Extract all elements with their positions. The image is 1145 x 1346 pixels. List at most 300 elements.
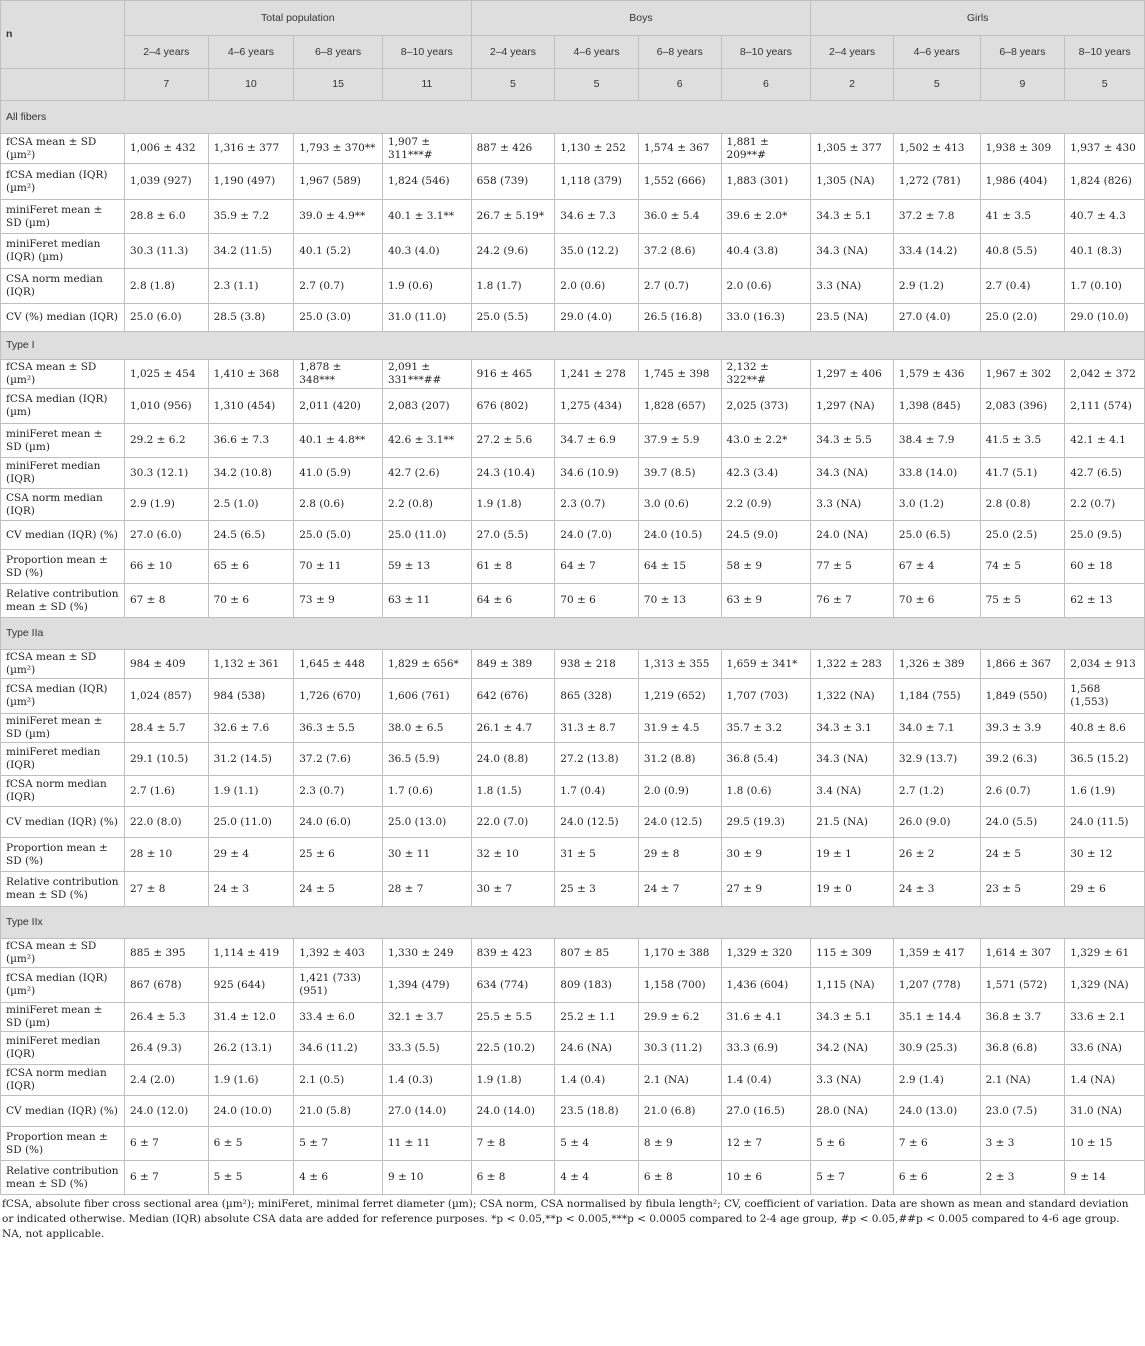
table-cell: 1,359 ± 417 — [893, 939, 980, 968]
table-cell: 25 ± 3 — [555, 872, 639, 907]
table-cell: 4 ± 6 — [294, 1161, 383, 1195]
section-header-row — [1, 907, 1145, 939]
table-cell: 73 ± 9 — [294, 584, 383, 618]
table-cell: 807 ± 85 — [555, 939, 639, 968]
table-cell: 35.9 ± 7.2 — [208, 200, 294, 234]
count-cell: 11 — [382, 69, 471, 101]
table-cell: 19 ± 1 — [811, 838, 894, 872]
table-cell: 22.0 (8.0) — [124, 807, 208, 838]
table-cell: 1,552 (666) — [638, 164, 721, 200]
age-header: 8–10 years — [1065, 36, 1145, 69]
table-cell: 34.3 ± 3.1 — [811, 714, 894, 743]
table-cell: 2.7 (1.6) — [124, 776, 208, 807]
table-cell: 30.3 (11.3) — [124, 234, 208, 269]
table-cell: 31 ± 5 — [555, 838, 639, 872]
table-cell: 916 ± 465 — [471, 360, 555, 389]
table-cell: 25.0 (6.0) — [124, 304, 208, 332]
table-cell: 31.9 ± 4.5 — [638, 714, 721, 743]
row-label: CV median (IQR) (%) — [1, 521, 125, 550]
table-cell: 25.0 (3.0) — [294, 304, 383, 332]
table-cell: 2.0 (0.6) — [721, 269, 811, 304]
table-cell: 27.0 (4.0) — [893, 304, 980, 332]
table-cell: 29.5 (19.3) — [721, 807, 811, 838]
table-cell: 1,241 ± 278 — [555, 360, 639, 389]
table-cell: 39.0 ± 4.9** — [294, 200, 383, 234]
table-cell: 5 ± 7 — [811, 1161, 894, 1195]
table-cell: 27.0 (14.0) — [382, 1096, 471, 1127]
row-label: fCSA median (IQR) (µm²) — [1, 164, 125, 200]
table-row — [1, 200, 1145, 234]
table-cell: 1,190 (497) — [208, 164, 294, 200]
age-header: 6–8 years — [638, 36, 721, 69]
table-cell: 115 ± 309 — [811, 939, 894, 968]
table-row — [1, 424, 1145, 458]
row-label: fCSA norm median (IQR) — [1, 776, 125, 807]
table-cell: 1.4 (0.4) — [555, 1065, 639, 1096]
table-cell: 23.5 (18.8) — [555, 1096, 639, 1127]
table-cell: 1.9 (1.6) — [208, 1065, 294, 1096]
section-header-row — [1, 618, 1145, 650]
table-cell: 27 ± 9 — [721, 872, 811, 907]
age-header: 4–6 years — [208, 36, 294, 69]
table-cell: 1,614 ± 307 — [980, 939, 1065, 968]
table-cell: 24.0 (12.5) — [555, 807, 639, 838]
age-header: 2–4 years — [124, 36, 208, 69]
table-cell: 887 ± 426 — [471, 134, 555, 164]
table-cell: 1.9 (0.6) — [382, 269, 471, 304]
table-cell: 26.7 ± 5.19* — [471, 200, 555, 234]
table-cell: 1,275 (434) — [555, 389, 639, 424]
table-cell: 1,039 (927) — [124, 164, 208, 200]
table-cell: 1,579 ± 436 — [893, 360, 980, 389]
table-cell: 36.8 (6.8) — [980, 1032, 1065, 1065]
table-cell: 7 ± 6 — [893, 1127, 980, 1161]
age-header: 2–4 years — [811, 36, 894, 69]
table-cell: 2.3 (0.7) — [294, 776, 383, 807]
table-cell: 21.5 (NA) — [811, 807, 894, 838]
table-cell: 36.0 ± 5.4 — [638, 200, 721, 234]
table-cell: 31.6 ± 4.1 — [721, 1003, 811, 1032]
table-cell: 1,410 ± 368 — [208, 360, 294, 389]
table-cell: 1,326 ± 389 — [893, 650, 980, 679]
table-cell: 34.3 (NA) — [811, 458, 894, 489]
table-cell: 2.6 (0.7) — [980, 776, 1065, 807]
table-cell: 2.0 (0.9) — [638, 776, 721, 807]
table-cell: 1,305 ± 377 — [811, 134, 894, 164]
table-cell: 6 ± 5 — [208, 1127, 294, 1161]
row-label: miniFeret median (IQR) — [1, 1032, 125, 1065]
table-cell: 24.3 (10.4) — [471, 458, 555, 489]
table-cell: 24.0 (12.0) — [124, 1096, 208, 1127]
count-cell: 15 — [294, 69, 383, 101]
table-cell: 42.3 (3.4) — [721, 458, 811, 489]
count-cell: 6 — [721, 69, 811, 101]
table-cell: 25 ± 6 — [294, 838, 383, 872]
table-cell: 1,329 ± 61 — [1065, 939, 1145, 968]
table-row — [1, 838, 1145, 872]
table-cell: 2.7 (0.4) — [980, 269, 1065, 304]
table-cell: 2.7 (1.2) — [893, 776, 980, 807]
row-label: Proportion mean ± SD (%) — [1, 838, 125, 872]
count-cell: 5 — [471, 69, 555, 101]
table-cell: 39.3 ± 3.9 — [980, 714, 1065, 743]
table-cell: 36.6 ± 7.3 — [208, 424, 294, 458]
table-cell: 1,115 (NA) — [811, 968, 894, 1003]
table-cell: 1,130 ± 252 — [555, 134, 639, 164]
table-cell: 1,659 ± 341* — [721, 650, 811, 679]
table-row — [1, 743, 1145, 776]
table-cell: 3.4 (NA) — [811, 776, 894, 807]
table-cell: 60 ± 18 — [1065, 550, 1145, 584]
header-ages-row — [1, 36, 1145, 69]
table-row — [1, 714, 1145, 743]
section-title: Type I — [1, 332, 1145, 360]
table-cell: 1,297 (NA) — [811, 389, 894, 424]
table-cell: 1.4 (NA) — [1065, 1065, 1145, 1096]
row-label: miniFeret median (IQR) — [1, 743, 125, 776]
count-label-cell — [1, 69, 125, 101]
table-cell: 28.5 (3.8) — [208, 304, 294, 332]
table-cell: 1,793 ± 370** — [294, 134, 383, 164]
table-cell: 1.7 (0.6) — [382, 776, 471, 807]
table-cell: 36.5 (5.9) — [382, 743, 471, 776]
table-cell: 26.4 ± 5.3 — [124, 1003, 208, 1032]
table-row — [1, 1127, 1145, 1161]
table-cell: 925 (644) — [208, 968, 294, 1003]
table-cell: 27 ± 8 — [124, 872, 208, 907]
table-cell: 40.7 ± 4.3 — [1065, 200, 1145, 234]
table-cell: 2 ± 3 — [980, 1161, 1065, 1195]
table-cell: 1,883 (301) — [721, 164, 811, 200]
table-cell: 42.7 (2.6) — [382, 458, 471, 489]
table-cell: 1.8 (0.6) — [721, 776, 811, 807]
table-cell: 34.3 (NA) — [811, 743, 894, 776]
table-cell: 22.0 (7.0) — [471, 807, 555, 838]
table-cell: 2.1 (NA) — [980, 1065, 1065, 1096]
table-cell: 34.2 (10.8) — [208, 458, 294, 489]
section-header-row — [1, 332, 1145, 360]
table-cell: 70 ± 6 — [208, 584, 294, 618]
table-row — [1, 360, 1145, 389]
table-row — [1, 389, 1145, 424]
table-cell: 32.1 ± 3.7 — [382, 1003, 471, 1032]
table-cell: 2,083 (396) — [980, 389, 1065, 424]
table-cell: 24.0 (5.5) — [980, 807, 1065, 838]
table-cell: 5 ± 7 — [294, 1127, 383, 1161]
table-cell: 26.2 (13.1) — [208, 1032, 294, 1065]
table-cell: 1,329 (NA) — [1065, 968, 1145, 1003]
table-cell: 1.8 (1.5) — [471, 776, 555, 807]
row-label: fCSA norm median (IQR) — [1, 1065, 125, 1096]
table-cell: 40.1 ± 4.8** — [294, 424, 383, 458]
table-cell: 41.7 (5.1) — [980, 458, 1065, 489]
table-cell: 40.8 (5.5) — [980, 234, 1065, 269]
table-cell: 31.2 (8.8) — [638, 743, 721, 776]
table-cell: 24.0 (11.5) — [1065, 807, 1145, 838]
group-boys: Boys — [471, 1, 811, 36]
table-cell: 839 ± 423 — [471, 939, 555, 968]
table-cell: 24.0 (NA) — [811, 521, 894, 550]
table-cell: 65 ± 6 — [208, 550, 294, 584]
row-label: fCSA median (IQR) (µm²) — [1, 679, 125, 714]
table-cell: 2.2 (0.7) — [1065, 489, 1145, 521]
table-cell: 1.4 (0.3) — [382, 1065, 471, 1096]
table-cell: 25.0 (9.5) — [1065, 521, 1145, 550]
table-cell: 25.0 (6.5) — [893, 521, 980, 550]
age-header: 6–8 years — [980, 36, 1065, 69]
table-cell: 25.5 ± 5.5 — [471, 1003, 555, 1032]
table-cell: 12 ± 7 — [721, 1127, 811, 1161]
table-cell: 1,824 (826) — [1065, 164, 1145, 200]
table-cell: 64 ± 15 — [638, 550, 721, 584]
table-cell: 32 ± 10 — [471, 838, 555, 872]
table-cell: 984 (538) — [208, 679, 294, 714]
row-label: fCSA median (IQR) (µm²) — [1, 968, 125, 1003]
table-cell: 70 ± 6 — [555, 584, 639, 618]
table-cell: 36.5 (15.2) — [1065, 743, 1145, 776]
table-cell: 2,025 (373) — [721, 389, 811, 424]
table-cell: 2.8 (1.8) — [124, 269, 208, 304]
row-label: miniFeret median (IQR) — [1, 458, 125, 489]
table-row — [1, 807, 1145, 838]
table-cell: 1,571 (572) — [980, 968, 1065, 1003]
table-cell: 26.4 (9.3) — [124, 1032, 208, 1065]
table-cell: 21.0 (5.8) — [294, 1096, 383, 1127]
table-cell: 10 ± 15 — [1065, 1127, 1145, 1161]
table-cell: 23 ± 5 — [980, 872, 1065, 907]
table-cell: 19 ± 0 — [811, 872, 894, 907]
table-cell: 33.3 (5.5) — [382, 1032, 471, 1065]
table-cell: 30 ± 11 — [382, 838, 471, 872]
table-cell: 809 (183) — [555, 968, 639, 1003]
table-cell: 30.9 (25.3) — [893, 1032, 980, 1065]
table-cell: 34.0 ± 7.1 — [893, 714, 980, 743]
table-cell: 29.0 (4.0) — [555, 304, 639, 332]
table-cell: 70 ± 13 — [638, 584, 721, 618]
age-header: 4–6 years — [893, 36, 980, 69]
table-cell: 34.3 ± 5.1 — [811, 200, 894, 234]
table-cell: 24 ± 3 — [208, 872, 294, 907]
table-cell: 3.3 (NA) — [811, 269, 894, 304]
table-cell: 21.0 (6.8) — [638, 1096, 721, 1127]
table-cell: 1,574 ± 367 — [638, 134, 721, 164]
table-cell: 42.6 ± 3.1** — [382, 424, 471, 458]
table-cell: 2,111 (574) — [1065, 389, 1145, 424]
table-cell: 1,329 ± 320 — [721, 939, 811, 968]
table-cell: 27.0 (16.5) — [721, 1096, 811, 1127]
table-cell: 66 ± 10 — [124, 550, 208, 584]
table-cell: 9 ± 14 — [1065, 1161, 1145, 1195]
table-cell: 59 ± 13 — [382, 550, 471, 584]
table-cell: 2,034 ± 913 — [1065, 650, 1145, 679]
table-cell: 2.2 (0.9) — [721, 489, 811, 521]
table-cell: 1,606 (761) — [382, 679, 471, 714]
table-cell: 41.5 ± 3.5 — [980, 424, 1065, 458]
table-cell: 62 ± 13 — [1065, 584, 1145, 618]
row-label: Relative contribution mean ± SD (%) — [1, 872, 125, 907]
table-cell: 39.2 (6.3) — [980, 743, 1065, 776]
table-cell: 40.3 (4.0) — [382, 234, 471, 269]
table-cell: 1,297 ± 406 — [811, 360, 894, 389]
table-cell: 28 ± 7 — [382, 872, 471, 907]
count-cell: 7 — [124, 69, 208, 101]
count-cell: 5 — [1065, 69, 1145, 101]
table-cell: 865 (328) — [555, 679, 639, 714]
table-cell: 24.5 (6.5) — [208, 521, 294, 550]
table-cell: 3.3 (NA) — [811, 489, 894, 521]
table-cell: 37.2 (7.6) — [294, 743, 383, 776]
table-row — [1, 164, 1145, 200]
table-cell: 2.3 (0.7) — [555, 489, 639, 521]
table-cell: 24 ± 5 — [980, 838, 1065, 872]
table-cell: 11 ± 11 — [382, 1127, 471, 1161]
table-row — [1, 872, 1145, 907]
table-cell: 2,091 ± 331***## — [382, 360, 471, 389]
row-label: fCSA mean ± SD (µm²) — [1, 360, 125, 389]
table-cell: 25.0 (2.5) — [980, 521, 1065, 550]
row-label: miniFeret mean ± SD (µm) — [1, 424, 125, 458]
row-label: miniFeret mean ± SD (µm) — [1, 1003, 125, 1032]
table-cell: 1,006 ± 432 — [124, 134, 208, 164]
table-cell: 34.6 ± 7.3 — [555, 200, 639, 234]
table-cell: 29 ± 4 — [208, 838, 294, 872]
row-label: CSA norm median (IQR) — [1, 269, 125, 304]
age-header: 2–4 years — [471, 36, 555, 69]
table-cell: 64 ± 6 — [471, 584, 555, 618]
table-cell: 34.3 ± 5.1 — [811, 1003, 894, 1032]
table-cell: 29.1 (10.5) — [124, 743, 208, 776]
table-cell: 28.0 (NA) — [811, 1096, 894, 1127]
table-cell: 3.0 (1.2) — [893, 489, 980, 521]
table-cell: 35.0 (12.2) — [555, 234, 639, 269]
table-cell: 2.5 (1.0) — [208, 489, 294, 521]
table-cell: 1.4 (0.4) — [721, 1065, 811, 1096]
table-cell: 40.1 ± 3.1** — [382, 200, 471, 234]
table-cell: 2.2 (0.8) — [382, 489, 471, 521]
table-cell: 1,025 ± 454 — [124, 360, 208, 389]
row-label: Relative contribution mean ± SD (%) — [1, 584, 125, 618]
table-cell: 2.3 (1.1) — [208, 269, 294, 304]
table-cell: 36.3 ± 5.5 — [294, 714, 383, 743]
row-label: miniFeret mean ± SD (µm) — [1, 714, 125, 743]
table-cell: 1.9 (1.8) — [471, 489, 555, 521]
table-cell: 9 ± 10 — [382, 1161, 471, 1195]
table-cell: 1.6 (1.9) — [1065, 776, 1145, 807]
table-cell: 24.0 (14.0) — [471, 1096, 555, 1127]
table-cell: 1,829 ± 656* — [382, 650, 471, 679]
table-cell: 1,938 ± 309 — [980, 134, 1065, 164]
count-cell: 5 — [893, 69, 980, 101]
table-cell: 2.8 (0.8) — [980, 489, 1065, 521]
table-cell: 23.5 (NA) — [811, 304, 894, 332]
section-title: Type IIa — [1, 618, 1145, 650]
table-row — [1, 1003, 1145, 1032]
table-cell: 35.7 ± 3.2 — [721, 714, 811, 743]
table-cell: 1,316 ± 377 — [208, 134, 294, 164]
table-row — [1, 269, 1145, 304]
section-header-row — [1, 101, 1145, 134]
table-cell: 1.8 (1.7) — [471, 269, 555, 304]
table-row — [1, 968, 1145, 1003]
table-cell: 25.0 (11.0) — [208, 807, 294, 838]
table-cell: 26.5 (16.8) — [638, 304, 721, 332]
row-label: CSA norm median (IQR) — [1, 489, 125, 521]
table-cell: 2,042 ± 372 — [1065, 360, 1145, 389]
table-cell: 29.0 (10.0) — [1065, 304, 1145, 332]
table-cell: 1.7 (0.10) — [1065, 269, 1145, 304]
table-cell: 26 ± 2 — [893, 838, 980, 872]
table-cell: 67 ± 4 — [893, 550, 980, 584]
table-cell: 24.0 (7.0) — [555, 521, 639, 550]
table-cell: 1,645 ± 448 — [294, 650, 383, 679]
table-cell: 1,170 ± 388 — [638, 939, 721, 968]
table-cell: 25.0 (5.0) — [294, 521, 383, 550]
table-cell: 1,392 ± 403 — [294, 939, 383, 968]
table-row — [1, 304, 1145, 332]
row-label: fCSA mean ± SD (µm²) — [1, 134, 125, 164]
group-girls: Girls — [811, 1, 1145, 36]
table-cell: 1,421 (733) (951) — [294, 968, 383, 1003]
table-cell: 39.6 ± 2.0* — [721, 200, 811, 234]
table-row — [1, 1096, 1145, 1127]
table-cell: 867 (678) — [124, 968, 208, 1003]
table-cell: 1,330 ± 249 — [382, 939, 471, 968]
header-groups-row — [1, 1, 1145, 36]
table-cell: 61 ± 8 — [471, 550, 555, 584]
table-cell: 31.3 ± 8.7 — [555, 714, 639, 743]
table-cell: 28 ± 10 — [124, 838, 208, 872]
table-cell: 31.0 (NA) — [1065, 1096, 1145, 1127]
table-cell: 25.0 (11.0) — [382, 521, 471, 550]
table-row — [1, 550, 1145, 584]
table-cell: 1.7 (0.4) — [555, 776, 639, 807]
table-cell: 34.6 (11.2) — [294, 1032, 383, 1065]
table-row — [1, 939, 1145, 968]
table-row — [1, 1065, 1145, 1096]
table-cell: 4 ± 4 — [555, 1161, 639, 1195]
table-cell: 6 ± 7 — [124, 1161, 208, 1195]
table-cell: 1,824 (546) — [382, 164, 471, 200]
table-cell: 1,878 ± 348*** — [294, 360, 383, 389]
table-cell: 41 ± 3.5 — [980, 200, 1065, 234]
table-cell: 3 ± 3 — [980, 1127, 1065, 1161]
table-row — [1, 1032, 1145, 1065]
count-cell: 5 — [555, 69, 639, 101]
row-label: fCSA median (IQR) (µm) — [1, 389, 125, 424]
table-cell: 34.2 (NA) — [811, 1032, 894, 1065]
table-cell: 30 ± 7 — [471, 872, 555, 907]
table-cell: 25.0 (2.0) — [980, 304, 1065, 332]
table-cell: 1,322 (NA) — [811, 679, 894, 714]
table-cell: 24.2 (9.6) — [471, 234, 555, 269]
table-cell: 6 ± 8 — [471, 1161, 555, 1195]
table-cell: 36.8 (5.4) — [721, 743, 811, 776]
age-header: 4–6 years — [555, 36, 639, 69]
table-cell: 1,010 (956) — [124, 389, 208, 424]
table-cell: 74 ± 5 — [980, 550, 1065, 584]
table-cell: 37.2 ± 7.8 — [893, 200, 980, 234]
table-cell: 634 (774) — [471, 968, 555, 1003]
table-row — [1, 1161, 1145, 1195]
table-row — [1, 521, 1145, 550]
table-cell: 1,118 (379) — [555, 164, 639, 200]
table-cell: 22.5 (10.2) — [471, 1032, 555, 1065]
row-label: miniFeret mean ± SD (µm) — [1, 200, 125, 234]
table-cell: 5 ± 4 — [555, 1127, 639, 1161]
table-cell: 24.0 (12.5) — [638, 807, 721, 838]
table-cell: 33.6 (NA) — [1065, 1032, 1145, 1065]
table-cell: 5 ± 6 — [811, 1127, 894, 1161]
